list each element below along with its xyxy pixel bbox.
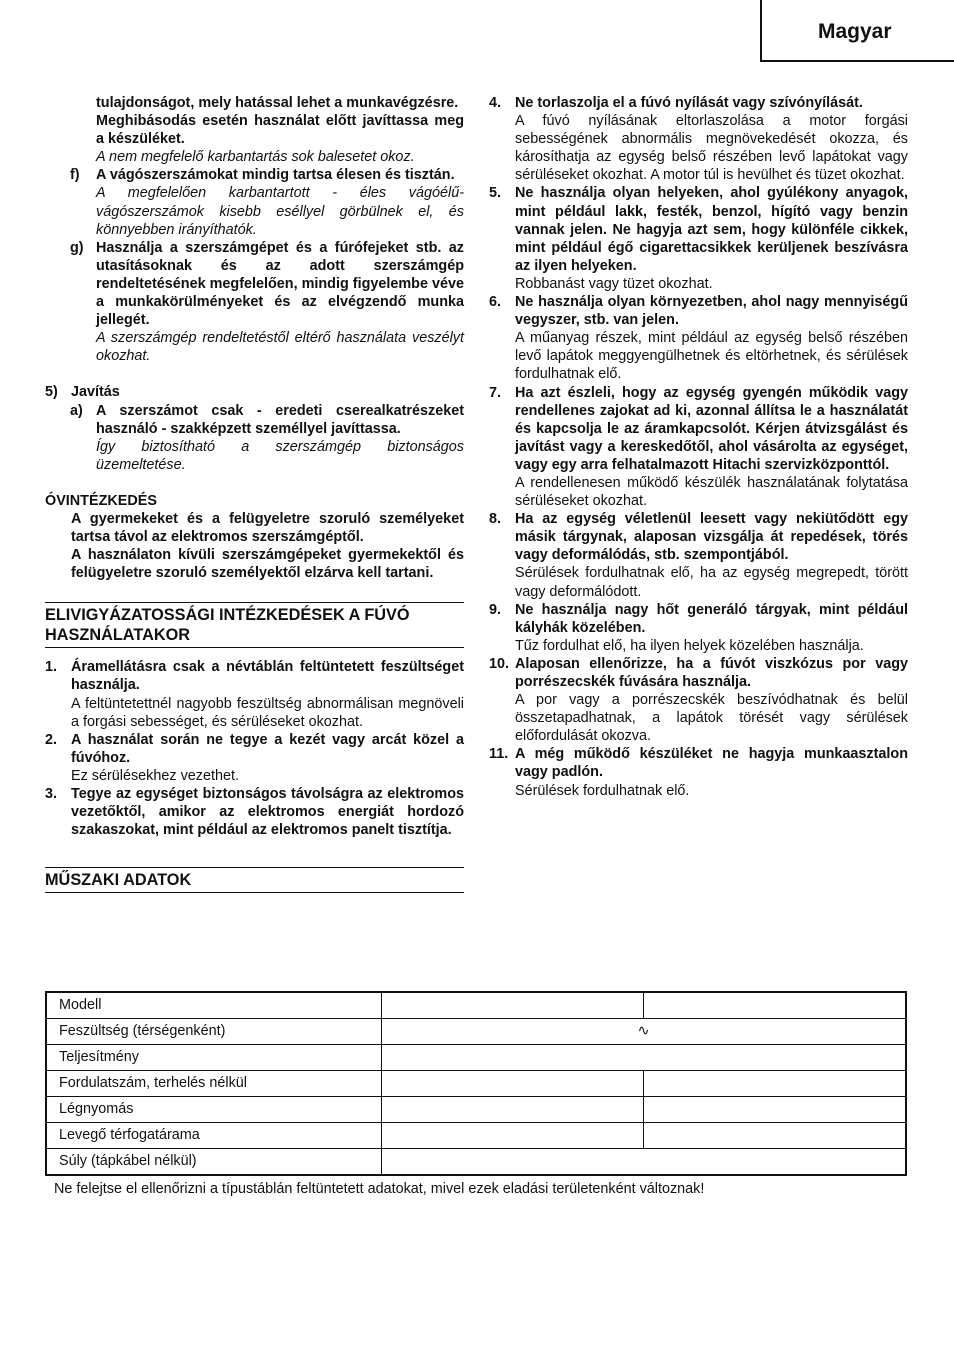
item-bold: Ne használja olyan helyeken, ahol gyúlékony anyagok, mint például lakk, festék, benzol, hígító vagy benzin vannak jelen. Ne hagyja azt sem, hogy különféle cikkek, mint például égő cigarettacsikkek kerüljenek beszívásra az ilyen helyeken. [515,185,908,274]
spec-label: Modell [46,992,382,1019]
spec-value [382,1149,907,1176]
spec-label: Fordulatszám, terhelés nélkül [46,1071,382,1097]
rule-5a [45,402,464,474]
item-text: Robbanást vagy tüzet okozhat. [515,275,713,292]
item-bold: Ha az egység véletlenül leesett vagy nekiütődött egy másik tárgynak, alaposan vizsgálja át repedések, törés vagy deformálódás, stb. szempontjából. [515,511,908,564]
spec-value [644,1097,907,1123]
spec-label: Súly (tápkábel nélkül) [46,1149,382,1176]
spec-label: Levegő térfogatárama [46,1123,382,1149]
blower-item [489,293,908,383]
item-number: 4. [489,95,502,111]
item-text: A rendellenesen működő készülék használatának folytatása sérüléseket okozhat. [515,474,908,510]
caution-title: ÓVINTÉZKEDÉS [45,492,157,509]
item-number: 5. [489,185,502,202]
item-bold: Tegye az egységet biztonságos távolságra az elektromos vezetőktől, amikor az elektromos energiát hordozó szakaszokat, mint például az elektromos panelt tisztítja. [71,786,464,839]
spec-label: Feszültség (térségenként) [46,1019,382,1045]
table-row [46,1097,906,1123]
ac-symbol-icon: ∿ [382,1019,907,1045]
item-number: 2. [45,731,58,748]
item-bold: Ha azt észleli, hogy az egység gyengén működik vagy rendellenes zajokat ad ki, azonnal állítsa le a használatát és kapcsolja le az áramkapcsolót. Kérjen átvizsgálást és javítást vagy a kereskedőtől, ahol vásárolta az egységet, vagy egy arra felhatalmazott Hitachi szervizközponttól. [515,384,908,473]
blower-item [489,601,908,655]
footer-note: Ne felejtse el ellenőrizni a típustáblán feltüntetett adatokat, mivel ezek eladási területenként változnak! [54,1181,705,1197]
rule-5a-italic: Így biztosítható a szerszámgép biztonságos üzemeltetése. [96,438,464,473]
blower-item [489,184,908,293]
item-number: 3. [45,786,58,802]
spec-value [382,992,644,1019]
rule-g [45,239,464,366]
item-bold: Áramellátásra csak a névtáblán feltüntetett feszültséget használja. [71,659,464,694]
spec-value [644,992,907,1019]
item-number: 8. [489,511,502,528]
item-number: 6. [489,294,502,311]
item-bold: A használat során ne tegye a kezét vagy arcát közel a fúvóhoz. [71,731,464,766]
rule-5a-bold: A szerszámot csak - eredeti cserealkatrészeket használó - szakképzett személlyel javíttassa. [96,402,464,437]
item-number: 11. [489,746,509,763]
intro-p3: A nem megfelelő karbantartás sok balesetet okoz. [96,149,415,166]
table-row [46,1045,906,1071]
table-row [46,1071,906,1097]
item-text: Sérülések fordulhatnak elő. [515,782,690,799]
intro-p2: Meghibásodás esetén használat előtt javíttassa meg a készüléket. [96,113,464,148]
item-text: A feltüntetettnél nagyobb feszültség abnormálisan megnöveli a forgási sebességet, és sérüléseket okozhat. [71,695,464,730]
language-label: Magyar [818,20,892,43]
blower-item [489,745,908,799]
blower-item [489,94,908,184]
table-row [46,992,906,1019]
item-bold: Ne használja nagy hőt generáló tárgyak, mint például kályhák közelében. [515,601,908,636]
rule-g-italic: A szerszámgép rendeltetéstől eltérő használata veszélyt okozhat. [96,330,464,365]
left-column [45,94,464,893]
item-text: A fúvó nyílásának eltorlaszolása a motor forgási sebességének abnormális megnövekedését okozza, és károsíthatja az egység belső részében levő lapátokat vagy sérüléseket okozhat. A motor túl is hevülhet és tüzet okozhat. [515,113,908,184]
right-column [489,94,908,800]
section-5-label: 5) [45,384,58,401]
blower-item [45,731,464,785]
blower-item [489,384,908,511]
blower-item [45,658,464,730]
blower-item [489,655,908,745]
blower-precautions-heading: ELIVIGYÁZATOSSÁGI INTÉZKEDÉSEK A FÚVÓ HASZNÁLATAKOR [45,602,464,648]
rule-g-label: g) [70,239,84,256]
spec-label: Légnyomás [46,1097,382,1123]
rule-f-label: f) [70,167,80,184]
section-5-header [45,383,464,401]
rule-f [45,166,464,238]
caution-p2: A használaton kívüli szerszámgépeket gyermekektől és felügyeletre szoruló személyektől elzárva kell tartani. [71,547,464,582]
item-text: Tűz fordulhat elő, ha ilyen helyek közelében használja. [515,637,864,654]
spec-label: Teljesítmény [46,1045,382,1071]
item-number: 1. [45,659,58,676]
item-bold: Ne torlaszolja el a fúvó nyílását vagy szívónyílását. [515,95,863,111]
blower-item [45,785,464,839]
blower-item [489,510,908,600]
spec-value [644,1123,907,1149]
item-bold: Ne használja olyan környezetben, ahol nagy mennyiségű vegyszer, stb. van jelen. [515,294,908,329]
specifications-table [45,991,907,1176]
item-text: Ez sérülésekhez vezethet. [71,767,239,784]
item-text: A por vagy a porrészecskék beszívódhatnak és belül összetapadhatnak, a lapátok törését vagy sérülések előfordulását okozva. [515,692,908,745]
item-bold: A még működő készüléket ne hagyja munkaasztalon vagy padlón. [515,746,908,781]
table-row [46,1149,906,1176]
section-5-title: Javítás [71,384,120,401]
rule-f-bold: A vágószerszámokat mindig tartsa élesen és tisztán. [96,167,455,184]
item-number: 10. [489,655,510,672]
spec-value [382,1045,907,1071]
spec-value [644,1071,907,1097]
caution-p1: A gyermekeket és a felügyeletre szoruló személyeket tartsa távol az elektromos szerszámgéptől. [71,510,464,546]
item-bold: Alaposan ellenőrizze, ha a fúvót viszkózus por vagy porrészecskék fúvására használja. [515,655,908,690]
specs-heading: MŰSZAKI ADATOK [45,867,464,893]
item-text: A műanyag részek, mint például az egység belső részében levő lapátok meggyengülhetnek és eltörhetnek, és sérülések fordulhatnak elő. [515,330,908,383]
rule-g-bold: Használja a szerszámgépet és a fúrófejeket stb. az utasításoknak és az adott szerszámgép rendeltetésének megfelelően, mindig figyelembe véve a munkakörülményeket és az elvégzendő munka jellegét. [96,239,464,329]
rule-f-italic: A megfelelően karbantartott - éles vágóélű- vágószerszámok kisebb eséllyel görbülnek el, és könnyebben irányíthatók. [96,185,464,238]
spec-value [382,1123,644,1149]
table-row [46,1019,906,1045]
intro-block [45,94,464,166]
item-number: 9. [489,601,502,618]
intro-p1: tulajdonságot, mely hatással lehet a munkavégzésre. [96,95,459,111]
language-tab [760,0,954,62]
rule-5a-label: a) [70,402,83,419]
item-number: 7. [489,384,502,401]
spec-value [382,1097,644,1123]
table-row [46,1123,906,1149]
item-text: Sérülések fordulhatnak elő, ha az egység megrepedt, törött vagy deformálódott. [515,565,908,600]
spec-value [382,1071,644,1097]
